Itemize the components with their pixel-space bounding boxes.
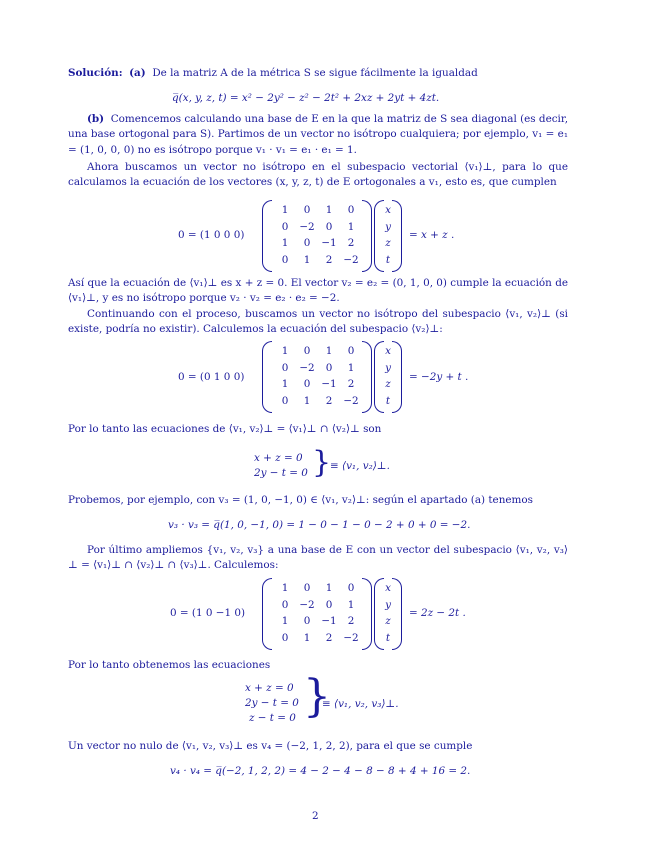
- matrix3-cell: −1: [321, 615, 337, 627]
- paragraph-2: Ahora buscamos un vector no isótropo en el subespacio vectorial ⟨v₁⟩⊥, para lo que calculamos la ecuación de los vectores (x, y, z, t) de E ortogonales a v₁, esto es, que cumplen: [68, 161, 568, 189]
- vector3-entry: z: [385, 615, 391, 627]
- matrix3-right: = 2z − 2t .: [409, 607, 466, 619]
- equation-v4: v₄ · v₄ = q̅(−2, 1, 2, 2) = 4 − 2 − 4 − 8 − 8 + 4 + 16 = 2.: [170, 765, 471, 777]
- matrix3-cell: 0: [281, 631, 289, 644]
- matrix1-right: = x + z .: [409, 229, 455, 241]
- matrix3-cell: 0: [347, 582, 355, 594]
- matrix1-cell: 0: [303, 237, 311, 249]
- matrix1-cell: 0: [325, 220, 333, 233]
- matrix2-cell: 0: [303, 345, 311, 357]
- matrix2-cell: 1: [325, 345, 333, 357]
- matrix3-cell: 2: [347, 615, 355, 627]
- matrix2-cell: 0: [303, 378, 311, 390]
- paragraph-3: Así que la ecuación de ⟨v₁⟩⊥ es x + z = 0. El vector v₂ = e₂ = (0, 1, 0, 0) cumple la ecuación de ⟨v₁⟩⊥, y es no isótropo porque v₂ · v₂ = e₂ · e₂ = −2.: [68, 277, 568, 305]
- matrix2-cell: 0: [347, 345, 355, 357]
- matrix2-cell: −2: [299, 361, 315, 374]
- matrix1-cell: −2: [343, 253, 359, 266]
- matrix3-cell: 0: [281, 598, 289, 611]
- matrix3-cell: 0: [303, 615, 311, 627]
- matrix2-cell: 0: [281, 394, 289, 407]
- part-b-text: Comencemos calculando una base de E en la que la matriz de S sea diagonal (es decir, una base ortogonal para S). Partimos de un vector no isótropo cualquiera; por ejemplo, v₁ = e₁ = (1, 0, 0, 0) no es isótropo porque v₁ · v₁ = e₁ · e₁ = 1.: [68, 113, 568, 156]
- equation-v3: v₃ · v₃ = q̅(1, 0, −1, 0) = 1 − 0 − 1 − 0 − 2 + 0 + 0 = −2.: [168, 519, 471, 531]
- vector2-entry: y: [385, 361, 391, 374]
- equation-q: q̅(x, y, z, t) = x² − 2y² − z² − 2t² + 2xz + 2yt + 4zt.: [172, 92, 440, 104]
- page-number: 2: [312, 810, 319, 822]
- matrix2-right: = −2y + t .: [409, 371, 469, 383]
- matrix2-cell: −1: [321, 378, 337, 390]
- vector1-entry: t: [385, 253, 391, 266]
- sys2-brace: }: [303, 671, 331, 722]
- matrix1-cell: 2: [347, 237, 355, 249]
- matrix1-cell: −2: [299, 220, 315, 233]
- matrix1-cell: 1: [281, 204, 289, 216]
- sys2-eq1: x + z = 0: [245, 682, 294, 694]
- part-b-label: (b): [87, 113, 105, 125]
- part-b-paragraph: [68, 112, 568, 158]
- part-a-label: (a): [129, 67, 146, 79]
- matrix3-cell: 0: [325, 598, 333, 611]
- matrix1-cell: 1: [303, 253, 311, 266]
- vector3-entry: y: [385, 598, 391, 611]
- vector3-entry: x: [385, 582, 391, 594]
- part-a-text: De la matriz A de la métrica S se sigue fácilmente la igualdad: [152, 67, 478, 79]
- matrix3-cell: 1: [347, 598, 355, 611]
- paragraph-6: Probemos, por ejemplo, con v₃ = (1, 0, −1, 0) ∈ ⟨v₁, v₂⟩⊥: según el apartado (a) tenemos: [68, 494, 533, 506]
- paragraph-5: Por lo tanto las ecuaciones de ⟨v₁, v₂⟩⊥ = ⟨v₁⟩⊥ ∩ ⟨v₂⟩⊥ son: [68, 423, 382, 435]
- matrix1-left: 0 = (1 0 0 0): [178, 229, 245, 241]
- matrix2-cell: 1: [303, 394, 311, 407]
- paragraph-8: Por lo tanto obtenemos las ecuaciones: [68, 659, 271, 671]
- matrix3-cell: 0: [303, 582, 311, 594]
- vector3-entry: t: [385, 631, 391, 644]
- vector3: [374, 578, 402, 650]
- matrix1-cell: 0: [303, 204, 311, 216]
- vector1-entry: z: [385, 237, 391, 249]
- vector1-entry: x: [385, 204, 391, 216]
- sys1-eq2: 2y − t = 0: [254, 467, 308, 479]
- matrix3-cell: −2: [343, 631, 359, 644]
- sys1-brace: }: [312, 445, 332, 480]
- vector2-entry: z: [385, 378, 391, 390]
- matrix2: [262, 341, 372, 413]
- matrix2-cell: 0: [325, 361, 333, 374]
- part-a-paragraph: [68, 66, 568, 81]
- matrix1-cell: 1: [281, 237, 289, 249]
- paragraph-7: Por último ampliemos {v₁, v₂, v₃} a una base de E con un vector del subespacio ⟨v₁, v₂, v₃⟩⊥ = ⟨v₁⟩⊥ ∩ ⟨v₂⟩⊥ ∩ ⟨v₃⟩⊥. Calculemos:: [68, 544, 568, 572]
- matrix1-cell: 0: [347, 204, 355, 216]
- matrix1-cell: 0: [281, 253, 289, 266]
- vector1: [374, 200, 402, 272]
- matrix2-cell: 1: [347, 361, 355, 374]
- vector2-entry: x: [385, 345, 391, 357]
- matrix3-left: 0 = (1 0 −1 0): [170, 607, 246, 619]
- vector1-entry: y: [385, 220, 391, 233]
- paragraph-9: Un vector no nulo de ⟨v₁, v₂, v₃⟩⊥ es v₄ = (−2, 1, 2, 2), para el que se cumple: [68, 740, 473, 752]
- matrix2-cell: 0: [281, 361, 289, 374]
- matrix1-cell: 2: [325, 253, 333, 266]
- sys1-right: ≡ ⟨v₁, v₂⟩⊥.: [330, 460, 390, 472]
- sys1-eq1: x + z = 0: [254, 452, 303, 464]
- matrix1-cell: 1: [325, 204, 333, 216]
- vector2-entry: t: [385, 394, 391, 407]
- matrix3-cell: 2: [325, 631, 333, 644]
- matrix3-cell: −2: [299, 598, 315, 611]
- matrix2-cell: 2: [347, 378, 355, 390]
- matrix3-cell: 1: [303, 631, 311, 644]
- matrix2-cell: 1: [281, 378, 289, 390]
- matrix3: [262, 578, 372, 650]
- matrix3-cell: 1: [281, 615, 289, 627]
- matrix2-cell: 2: [325, 394, 333, 407]
- paragraph-4: Continuando con el proceso, buscamos un vector no isótropo del subespacio ⟨v₁, v₂⟩⊥ (si existe, podría no existir). Calculemos la ecuación del subespacio ⟨v₂⟩⊥:: [68, 308, 568, 336]
- matrix1-cell: 1: [347, 220, 355, 233]
- matrix3-cell: 1: [281, 582, 289, 594]
- matrix1-cell: −1: [321, 237, 337, 249]
- matrix2-cell: 1: [281, 345, 289, 357]
- sys2-eq3: z − t = 0: [249, 712, 296, 724]
- solucion-label: Solución:: [68, 67, 123, 79]
- sys2-right: ≡ ⟨v₁, v₂, v₃⟩⊥.: [322, 698, 399, 710]
- matrix1-cell: 0: [281, 220, 289, 233]
- vector2: [374, 341, 402, 413]
- matrix3-cell: 1: [325, 582, 333, 594]
- matrix2-left: 0 = (0 1 0 0): [178, 371, 245, 383]
- sys2-eq2: 2y − t = 0: [245, 697, 299, 709]
- matrix2-cell: −2: [343, 394, 359, 407]
- matrix1: [262, 200, 372, 272]
